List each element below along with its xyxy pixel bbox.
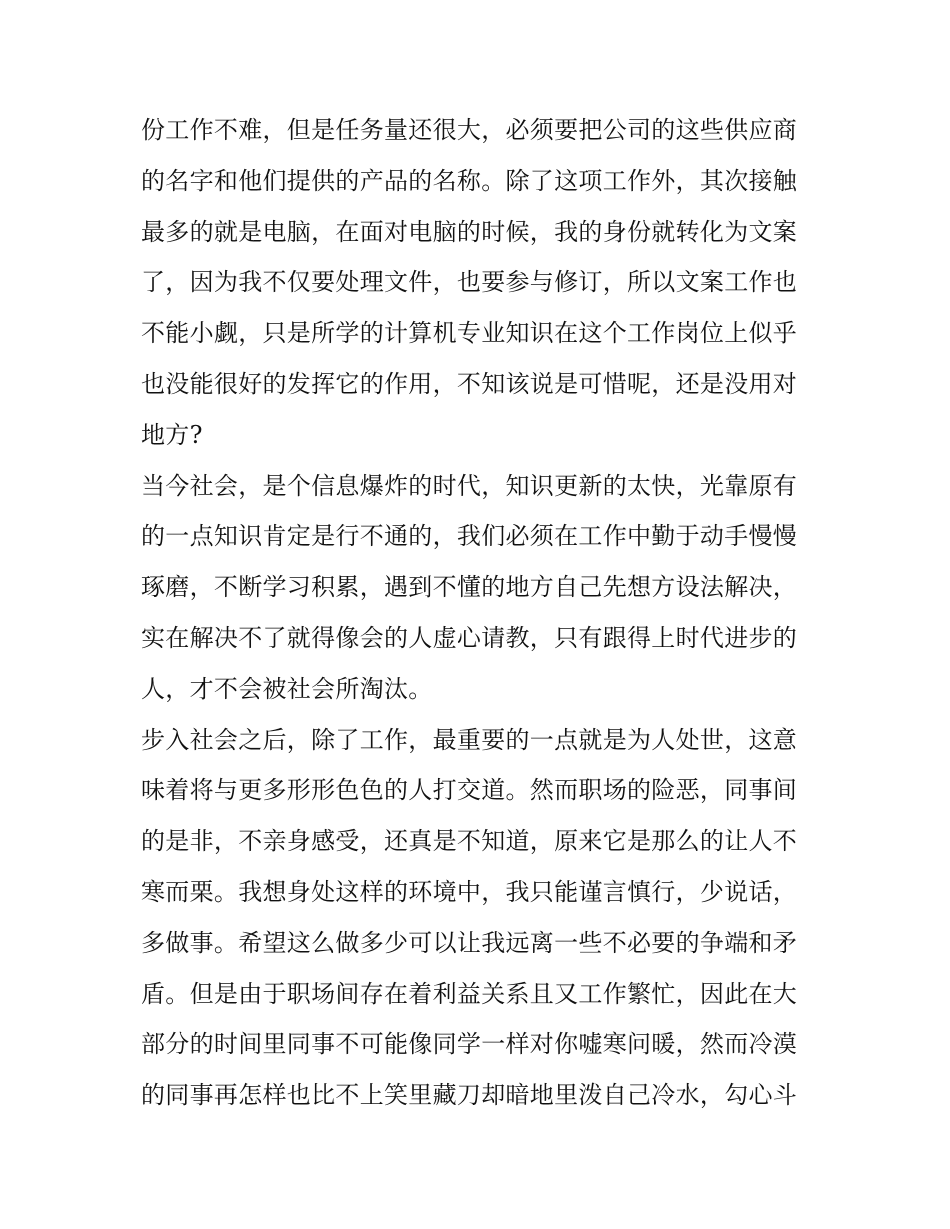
document-body: [141, 105, 813, 1121]
text-line: 最多的就是电脑，在面对电脑的时候，我的身份就转化为文案: [141, 217, 798, 246]
text-line: 的是非，不亲身感受，还真是不知道，原来它是那么的让人不: [141, 827, 798, 856]
text-line: 的一点知识肯定是行不通的，我们必须在工作中勤于动手慢慢: [141, 522, 798, 551]
paragraph-2: [141, 461, 813, 715]
text-line: 份工作不难，但是任务量还很大，必须要把公司的这些供应商: [141, 116, 798, 144]
paragraph-3: [141, 715, 813, 1121]
text-line: 不能小觑，只是所学的计算机专业知识在这个工作岗位上似乎: [141, 319, 798, 348]
text-line: 盾。但是由于职场间存在着利益关系且又工作繁忙，因此在大: [141, 979, 798, 1008]
text-line: 部分的时间里同事不可能像同学一样对你嘘寒问暖，然而冷漠: [141, 1030, 798, 1059]
text-line: 了，因为我不仅要处理文件，也要参与修订，所以文案工作也: [141, 268, 798, 297]
text-line: 琢磨，不断学习积累，遇到不懂的地方自己先想方设法解决，: [141, 573, 798, 602]
text-line: 当今社会，是个信息爆炸的时代，知识更新的太快，光靠原有: [141, 471, 798, 500]
text-line: 味着将与更多形形色色的人打交道。然而职场的险恶，同事间: [141, 776, 798, 805]
text-line: 多做事。希望这么做多少可以让我远离一些不必要的争端和矛: [141, 928, 798, 957]
text-line: 步入社会之后，除了工作，最重要的一点就是为人处世，这意: [141, 725, 798, 754]
text-line: 的同事再怎样也比不上笑里藏刀却暗地里泼自己冷水，勾心斗: [141, 1081, 798, 1110]
text-line: 也没能很好的发挥它的作用，不知该说是可惜呢，还是没用对: [141, 369, 798, 398]
text-line: 的名字和他们提供的产品的名称。除了这项工作外，其次接触: [141, 166, 798, 195]
paragraph-1: [141, 105, 813, 461]
text-line: 实在解决不了就得像会的人虚心请教，只有跟得上时代进步的: [141, 623, 798, 652]
text-line: 寒而栗。我想身处这样的环境中，我只能谨言慎行，少说话，: [141, 877, 798, 906]
text-line: 人，才不会被社会所淘汰。: [141, 674, 433, 703]
text-line: 地方?: [141, 420, 203, 449]
